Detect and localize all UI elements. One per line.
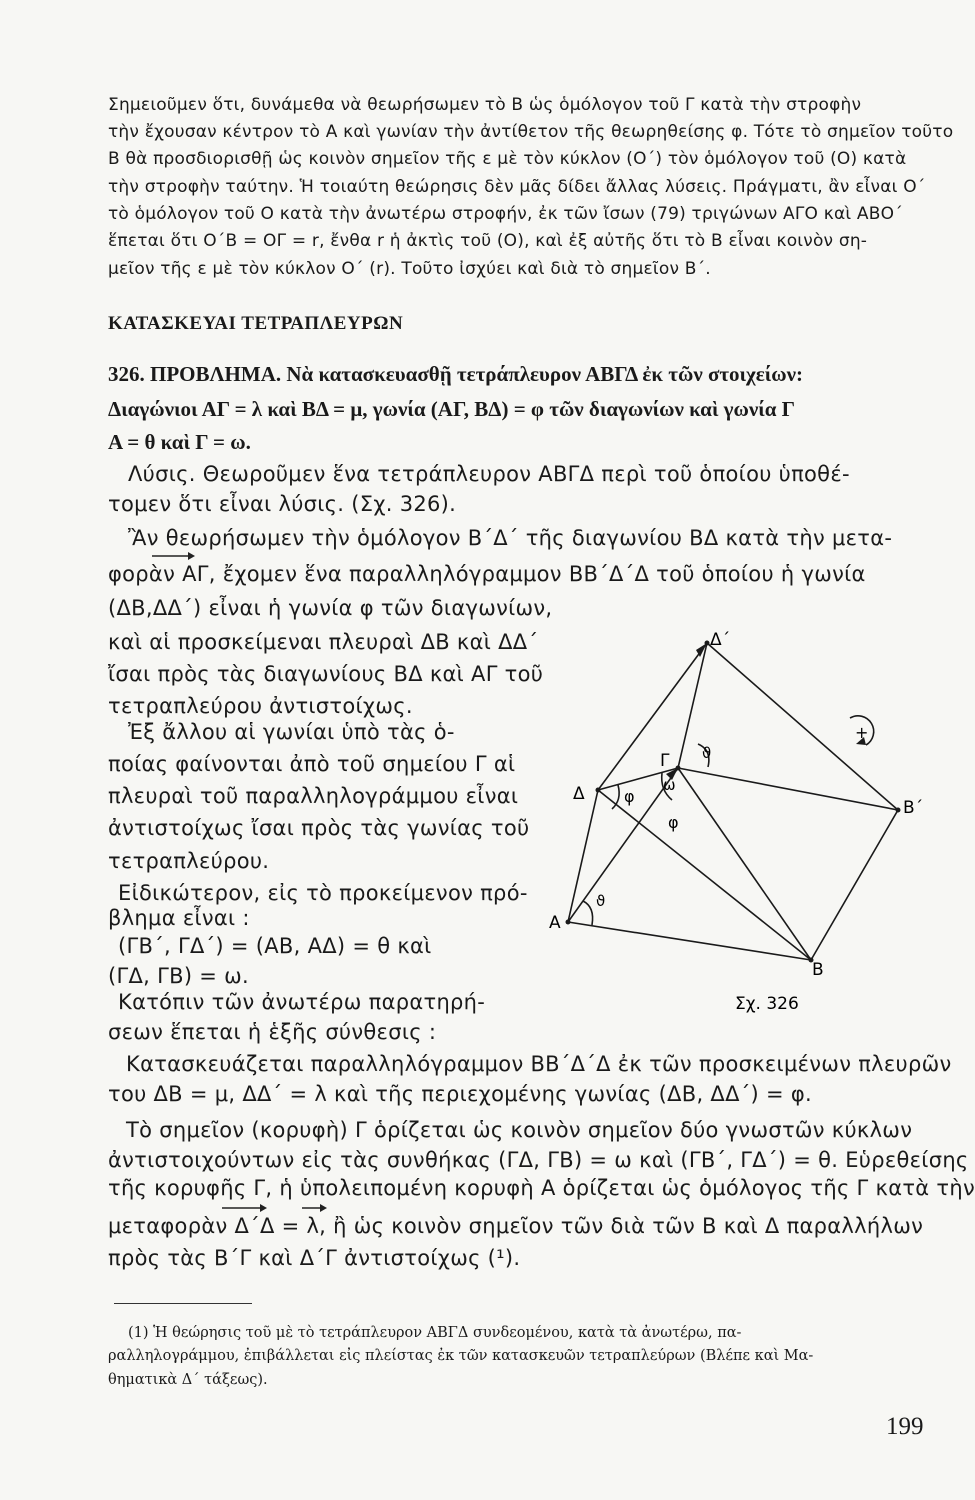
label-d: Δ: [573, 784, 585, 804]
problem-line: Α = θ καὶ Γ = ω.: [108, 430, 251, 454]
problem-line: 326. ΠΡΟΒΛΗΜΑ. Νὰ κατασκευασθῇ τετράπλευρον ΑΒΓΔ ἐκ τῶν στοιχείων:: [108, 362, 803, 386]
figure-326: [540, 625, 940, 1025]
intro-line: ἕπεται ὅτι Ο΄Β = ΟΓ = r, ἔνθα r ἡ ἀκτὶς τοῦ (Ο), καὶ ἐξ αὐτῆς ὅτι τὸ Β εἶναι κοινὸν ση-: [108, 231, 868, 251]
vector-arrow-icon: [300, 1198, 330, 1214]
vertex-a: [566, 920, 571, 925]
footnote-separator: [114, 1303, 252, 1304]
label-bprime: Β΄: [903, 798, 924, 818]
solution-line: τετραπλεύρου.: [108, 849, 270, 873]
label-omega: ω: [663, 776, 676, 794]
solution-line: (ΓΔ, ΓΒ) = ω.: [108, 964, 250, 988]
edge-g-b: [678, 768, 811, 960]
edge-bprime-b: [811, 810, 898, 960]
edge-a-b: [568, 922, 811, 960]
vector-arrow-icon: [220, 1198, 270, 1214]
solution-line: Τὸ σημεῖον (κορυφὴ) Γ ὁρίζεται ὡς κοινὸν σημεῖον δύο γνωστῶν κύκλων: [126, 1118, 913, 1142]
intro-line: τὴν στροφὴν ταύτην. Ἡ τοιαύτη θεώρησις δὲν μᾶς δίδει ἄλλας λύσεις. Πράγματι, ἂν εἶναι Ο΄: [108, 177, 926, 197]
intro-line: Σημειοῦμεν ὅτι, δυνάμεθα νὰ θεωρήσωμεν τὸ Β ὡς ὁμόλογον τοῦ Γ κατὰ τὴν στροφὴν: [108, 95, 862, 115]
vertex-dprime: [705, 641, 710, 646]
solution-line: πλευραὶ τοῦ παραλληλογράμμου εἶναι: [108, 784, 519, 808]
label-dprime: Δ΄: [710, 630, 731, 650]
label-g: Γ: [660, 751, 670, 771]
intro-line: Β θὰ προσδιορισθῇ ὡς κοινὸν σημεῖον τῆς ε μὲ τὸν κύκλον (Ο΄) τὸν ὁμόλογον τοῦ (Ο) κατὰ: [108, 149, 907, 169]
solution-line: ποίας φαίνονται ἀπὸ τοῦ σημείου Γ αἱ: [108, 752, 516, 776]
solution-line: Ἐξ ἄλλου αἱ γωνίαι ὑπὸ τὰς ὁ-: [128, 720, 455, 744]
solution-line: Ἂν θεωρήσωμεν τὴν ὁμόλογον Β΄Δ΄ τῆς διαγωνίου ΒΔ κατὰ τὴν μετα-: [128, 526, 893, 550]
intro-line: μεῖον τῆς ε μὲ τὸν κύκλον Ο΄ (r). Τοῦτο ἰσχύει καὶ διὰ τὸ σημεῖον Β΄.: [108, 259, 711, 279]
intro-line: τὸ ὁμόλογον τοῦ Ο κατὰ τὴν ἀνωτέρω στροφήν, ἐκ τῶν ἴσων (79) τριγώνων ΑΓΟ καὶ ΑΒΟ΄: [108, 204, 903, 224]
solution-line: τομεν ὅτι εἶναι λύσις. (Σχ. 326).: [108, 492, 457, 516]
edge-b-d: [598, 790, 811, 960]
solution-line: μεταφορὰν Δ΄Δ = λ, ἢ ὡς κοινὸν σημεῖον τῶν διὰ τῶν Β καὶ Δ παραλλήλων: [108, 1214, 924, 1238]
figure-caption: Σχ. 326: [735, 994, 799, 1014]
solution-line: τετραπλεύρου ἀντιστοίχως.: [108, 694, 413, 718]
section-title: ΚΑΤΑΣΚΕΥΑΙ ΤΕΤΡΑΠΛΕΥΡΩΝ: [108, 313, 404, 334]
edge-dprime-bprime: [707, 643, 898, 810]
solution-line: ἀντιστοιχούντων εἰς τὰς συνθήκας (ΓΔ, ΓΒ) = ω καὶ (ΓΒ΄, ΓΔ΄) = θ. Εὑρεθείσης: [108, 1148, 969, 1172]
label-phi-d: φ: [624, 787, 635, 806]
solution-line: του ΔΒ = μ, ΔΔ΄ = λ καὶ τῆς περιεχομένης γωνίας (ΔΒ, ΔΔ΄) = φ.: [108, 1082, 813, 1106]
solution-line: πρὸς τὰς Β΄Γ καὶ Δ΄Γ ἀντιστοίχως (¹).: [108, 1246, 521, 1270]
solution-line: Κατόπιν τῶν ἀνωτέρω παρατηρή-: [118, 990, 486, 1014]
solution-line: Κατασκευάζεται παραλληλόγραμμον ΒΒ΄Δ΄Δ ἐκ τῶν προσκειμένων πλευρῶν: [126, 1052, 952, 1076]
solution-line: Εἰδικώτερον, εἰς τὸ προκείμενον πρό-: [118, 881, 528, 905]
solution-line: τῆς κορυφῆς Γ, ἡ ὑπολειπομένη κορυφὴ Α ὁρίζεται ὡς ὁμόλογος τῆς Γ κατὰ τὴν: [108, 1176, 975, 1200]
label-plus: +: [855, 723, 869, 742]
label-theta-g: ϑ: [702, 744, 712, 762]
solution-line: φορὰν ΑΓ, ἔχομεν ἕνα παραλληλόγραμμον ΒΒ΄Δ΄Δ τοῦ ὁποίου ἡ γωνία: [108, 562, 866, 586]
footnote-line: (1) Ἡ θεώρησις τοῦ μὲ τὸ τετράπλευρον ΑΒΓΔ συνδεομένου, κατὰ τὰ ἀνωτέρω, πα-: [128, 1325, 742, 1341]
solution-line: βλημα εἶναι :: [108, 906, 250, 930]
page-number: 199: [886, 1413, 924, 1440]
solution-line: καὶ αἱ προσκείμεναι πλευραὶ ΔΒ καὶ ΔΔ΄: [108, 630, 539, 654]
label-theta-a: ϑ: [596, 892, 606, 910]
vertex-d: [596, 788, 601, 793]
solution-line: (ΔΒ,ΔΔ΄) εἶναι ἡ γωνία φ τῶν διαγωνίων,: [108, 596, 553, 620]
edge-g-bprime: [678, 768, 898, 810]
problem-line: Διαγώνιοι ΑΓ = λ καὶ ΒΔ = μ, γωνία (ΑΓ, ΒΔ) = φ τῶν διαγωνίων καὶ γωνία Γ: [108, 397, 796, 421]
vertex-bprime: [896, 808, 901, 813]
footnote-line: θηματικὰ Δ΄ τάξεως).: [108, 1372, 268, 1388]
solution-line: (ΓΒ΄, ΓΔ΄) = (ΑΒ, ΑΔ) = θ καὶ: [118, 934, 432, 958]
vector-arrow-icon: [150, 546, 196, 562]
solution-line: Λύσις. Θεωροῦμεν ἕνα τετράπλευρον ΑΒΓΔ περὶ τοῦ ὁποίου ὑποθέ-: [128, 462, 850, 486]
solution-line: ἀντιστοίχως ἴσαι πρὸς τὰς γωνίας τοῦ: [108, 816, 530, 840]
intro-line: τὴν ἔχουσαν κέντρον τὸ Α καὶ γωνίαν τὴν ἀντίθετον τῆς θεωρηθείσης φ. Τότε τὸ σημεῖον τοῦτο: [108, 122, 954, 142]
label-a: Α: [549, 913, 561, 933]
vertex-g: [676, 766, 681, 771]
solution-line: ἴσαι πρὸς τὰς διαγωνίους ΒΔ καὶ ΑΓ τοῦ: [108, 662, 544, 686]
label-b: Β: [812, 960, 824, 980]
label-phi-g: φ: [668, 813, 679, 832]
footnote-line: ραλληλογράμμου, ἐπιβάλλεται εἰς πλείστας ἐκ τῶν κατασκευῶν τετραπλεύρων (Βλέπε καὶ Μα-: [108, 1348, 814, 1364]
angle-arc-theta-a: [583, 901, 593, 925]
solution-line: σεων ἕπεται ἡ ἑξῆς σύνθεσις :: [108, 1020, 437, 1044]
